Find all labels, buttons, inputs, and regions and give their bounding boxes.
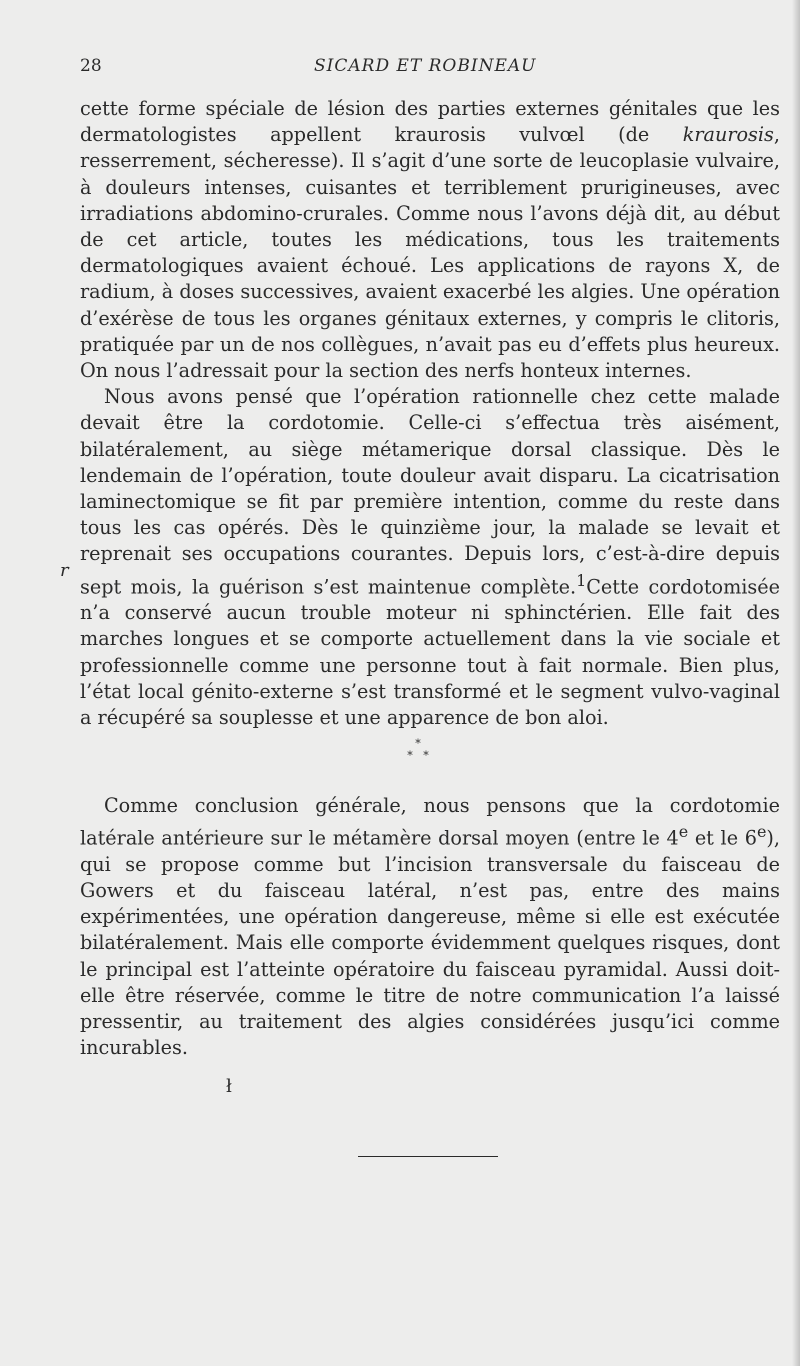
paragraph-text: Nous avons pensé que l’opération rationnelle chez cette malade devait être la cordotomie. Celle-ci s’effectua très aisément, bilatéralement, au siège métamerique dorsal classique. Dès le lendemain de l’opération, toute douleur avait disparu. La cicatrisation laminectomique se fit par première intention, comme du reste dans tous les cas opérés. Dès le quinzième jour, la malade se levait et reprenait ses occupations courantes. Depuis lors, c’est-à-dire depuis sept mois, la guérison s’est maintenue complète. <box>80 385 780 599</box>
asterism-top: * <box>415 737 421 750</box>
scan-edge-shadow <box>792 0 800 1366</box>
stray-mark: ł <box>226 1076 232 1097</box>
asterism-bottom: * * <box>407 749 429 762</box>
page-number: 28 <box>80 56 102 76</box>
running-head: SICARD ET ROBINEAU <box>314 56 537 76</box>
italic-term: kraurosis <box>682 123 774 147</box>
page-header <box>80 56 780 82</box>
paragraph-text: Cette cordotomisée n’a conservé aucun trouble moteur ni sphinctérien. Elle fait des marches longues et se comporte actuellement dans la vie sociale et professionnelle comme une personne tout à fait normale. Bien plus, l’état local génito-externe s’est transformé et le segment vulvo-vaginal a récupéré sa souplesse et une apparence de bon aloi. <box>80 575 780 730</box>
paragraph-continued <box>80 96 780 384</box>
asterism-divider <box>398 738 438 768</box>
conclusion-paragraph <box>80 793 780 1061</box>
footnote-marker: 1 <box>576 570 587 590</box>
body-text <box>80 96 780 731</box>
ordinal-superscript: e <box>756 822 767 842</box>
ordinal-superscript: e <box>678 822 689 842</box>
margin-annotation: r <box>60 560 69 581</box>
paragraph-text: Comme conclusion générale, nous pensons que la cordotomie latérale antérieure sur le métamère dorsal moyen (entre le 4 <box>80 794 780 850</box>
paragraph <box>80 384 780 731</box>
paragraph-text: , resserrement, sécheresse). Il s’agit d’une sorte de leucoplasie vulvaire, à douleurs intenses, cuisantes et terriblement prurigineuses, avec irradiations abdomino-crurales. Comme nous l’avons déjà dit, au début de cet article, toutes les médications, tous les traitements dermatologiques avaient échoué. Les applications de rayons X, de radium, à doses successives, avaient exacerbé les algies. Une opération d’exérèse de tous les organes génitaux externes, y compris le clitoris, pratiquée par un de nos collègues, n’avait pas eu d’effets plus heureux. On nous l’adressait pour la section des nerfs honteux internes. <box>80 123 780 383</box>
footer-rule <box>358 1156 498 1157</box>
paragraph-text: cette forme spéciale de lésion des parties externes génitales que les dermatologistes appellent kraurosis vulvœl (de <box>80 97 780 147</box>
paragraph-text: ), qui se propose comme but l’incision transversale du faisceau de Gowers et du faisceau latéral, n’est pas, entre des mains expérimentées, une opération dangereuse, même si elle est exécutée bilatéralement. Mais elle comporte évidemment quelques risques, dont le principal est l’atteinte opératoire du faisceau pyramidal. Aussi doit-elle être réservée, comme le titre de notre communication l’a laissé pressentir, au traitement des algies considérées jusqu’ici comme incurables. <box>80 826 780 1060</box>
paragraph-text: et le 6 <box>688 826 757 850</box>
